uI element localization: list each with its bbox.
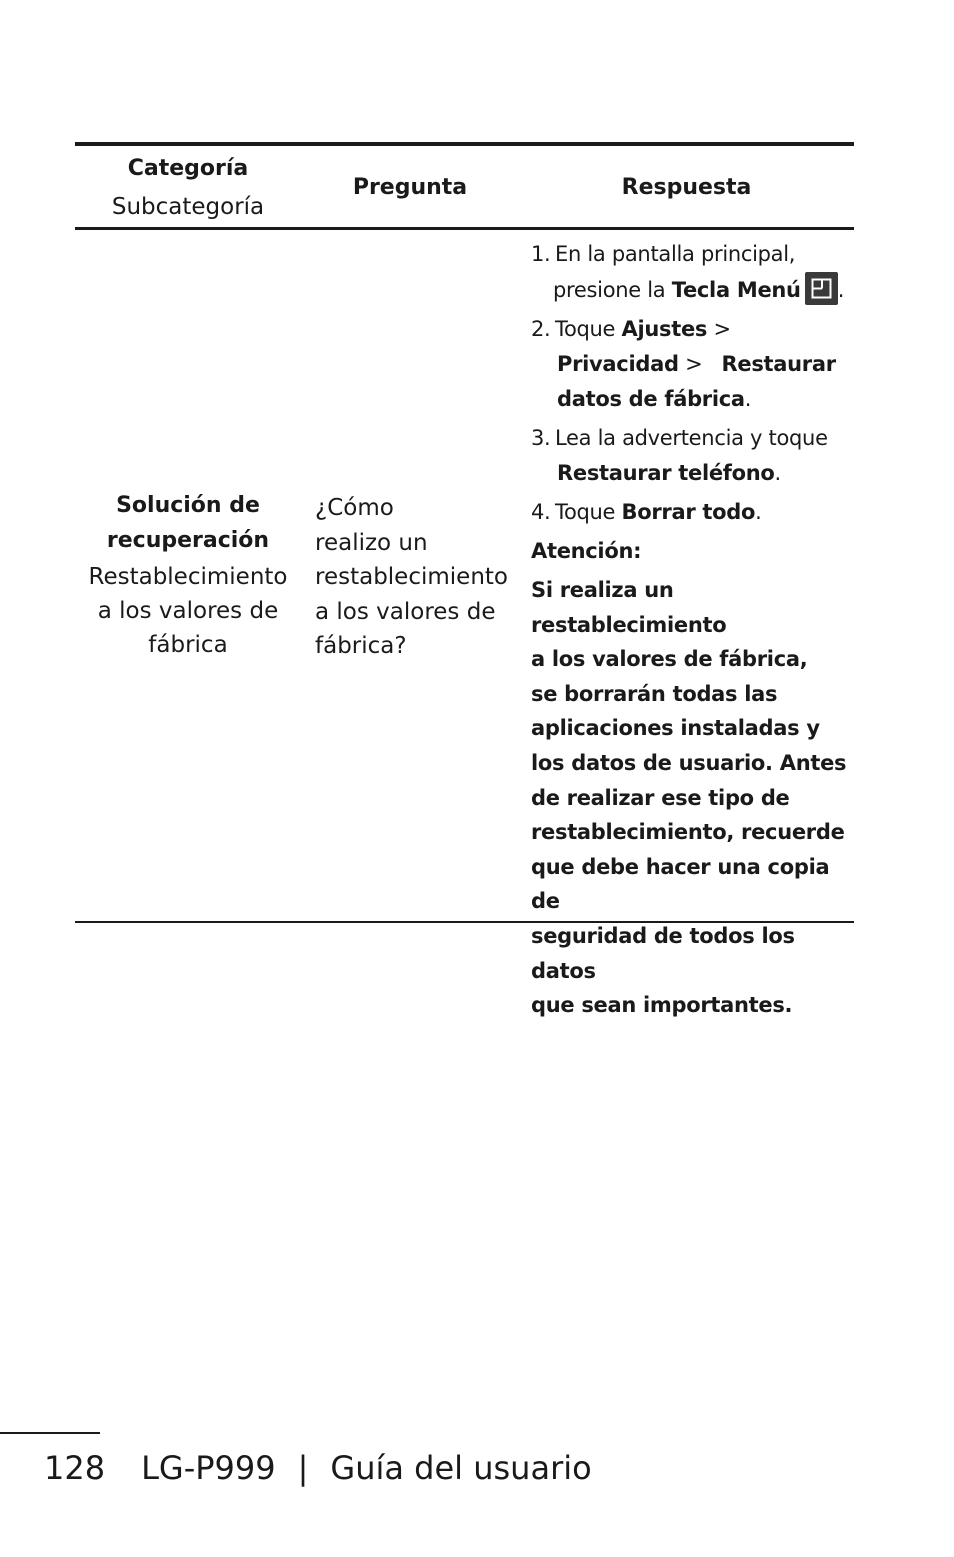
step-text: > (707, 317, 731, 341)
footer-separator: | (297, 1449, 309, 1487)
row-respuesta (531, 237, 854, 1023)
footer-rule (0, 1432, 100, 1434)
warning-line: a los valores de fábrica, (531, 647, 808, 672)
step-bold: Restaurar teléfono (557, 461, 775, 485)
pregunta-line: restablecimiento (315, 564, 508, 590)
row-pregunta (315, 491, 515, 664)
pregunta-line: ¿Cómo (315, 495, 394, 521)
step-text: Lea la advertencia y toque (555, 426, 828, 450)
warning-line: restablecimiento, recuerde (531, 820, 845, 845)
step-text: > (678, 352, 722, 376)
step-bold: Restaurar (721, 352, 836, 376)
step-bold: Tecla Menú (671, 278, 801, 302)
subcategoria-line: Restablecimiento (88, 564, 288, 590)
step-number: 4. (531, 500, 551, 524)
step-text: Toque (555, 317, 622, 341)
warning-line: que sean importantes. (531, 993, 793, 1018)
footer-model: LG-P999 (141, 1449, 276, 1487)
header-categoria-label: Categoría (127, 156, 249, 181)
pregunta-line: realizo un (315, 529, 428, 556)
table-bottom-rule (75, 921, 854, 923)
subcategoria-line: fábrica (148, 632, 228, 658)
step-text: En la pantalla principal, (555, 242, 796, 266)
menu-key-icon (805, 272, 838, 305)
step-4 (531, 495, 854, 530)
row-categoria (75, 488, 301, 662)
header-respuesta: Respuesta (621, 175, 752, 200)
subcategoria-line: a los valores de (97, 598, 279, 624)
table-top-rule (75, 142, 854, 146)
step-number: 3. (531, 426, 551, 450)
step-end: . (755, 500, 762, 524)
footer-guide: Guía del usuario (330, 1449, 592, 1487)
pregunta-line: fábrica? (315, 633, 407, 659)
page-footer (44, 1446, 592, 1490)
warning-line: que debe hacer una copia de (531, 854, 830, 914)
warning-text (531, 573, 854, 1023)
header-pregunta: Pregunta (352, 175, 468, 200)
page-number: 128 (44, 1449, 106, 1487)
warning-line: se borrarán todas las (531, 681, 778, 706)
header-categoria (75, 149, 301, 227)
atencion-label: Atención: (531, 539, 642, 563)
step-2 (531, 312, 854, 417)
step-end: . (774, 461, 781, 485)
step-3 (531, 421, 854, 491)
warning-line: de realizar ese tipo de (531, 785, 790, 810)
step-number: 1. (531, 242, 551, 266)
step-text: presione la (553, 278, 672, 302)
table-header-rule (75, 227, 854, 230)
step-bold: Privacidad (557, 352, 679, 376)
step-bold: Ajustes (621, 317, 708, 341)
step-bold: Borrar todo (621, 500, 756, 524)
step-bold: datos de fábrica (557, 387, 745, 411)
warning-line: los datos de usuario. Antes (531, 750, 847, 775)
step-number: 2. (531, 317, 551, 341)
step-text: Toque (555, 500, 622, 524)
pregunta-line: a los valores de (315, 598, 496, 625)
warning-line: Si realiza un restablecimiento (531, 578, 727, 637)
categoria-line: Solución de (116, 493, 260, 518)
header-subcategoria-label: Subcategoría (111, 194, 265, 220)
categoria-line: recuperación (106, 528, 270, 553)
step-1 (531, 237, 854, 308)
step-end: . (837, 278, 845, 302)
warning-line: seguridad de todos los datos (531, 923, 795, 983)
warning-line: aplicaciones instaladas y (531, 716, 820, 741)
subcategoria-text (75, 560, 301, 662)
step-end: . (744, 387, 752, 411)
